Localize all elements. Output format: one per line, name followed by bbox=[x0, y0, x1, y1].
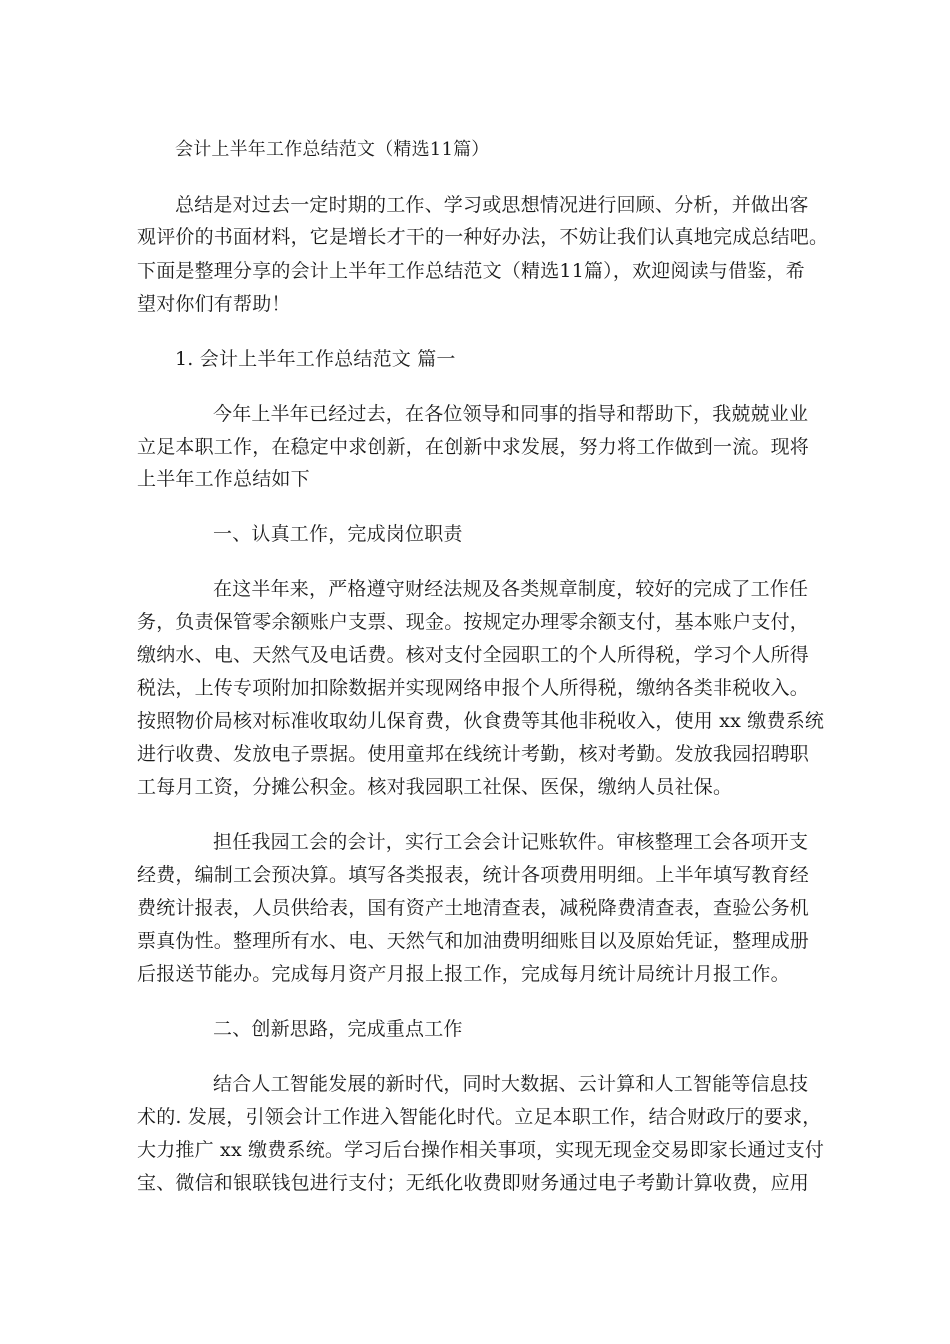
part-heading: 一、认真工作，完成岗位职责 bbox=[213, 523, 463, 545]
paragraph-line: 在这半年来，严格遵守财经法规及各类规章制度，较好的完成了工作任 bbox=[213, 578, 809, 600]
paragraph-line: 后报送节能办。完成每月资产月报上报工作，完成每月统计局统计月报工作。 bbox=[137, 963, 790, 985]
section-intro-line: 上半年工作总结如下 bbox=[137, 468, 310, 490]
paragraph-line: 务，负责保管零余额账户支票、现金。按规定办理零余额支付，基本账户支付， bbox=[137, 611, 810, 633]
document-title: 会计上半年工作总结范文（精选11篇） bbox=[175, 139, 490, 160]
paragraph-line: 结合人工智能发展的新时代，同时大数据、云计算和人工智能等信息技 bbox=[213, 1073, 809, 1095]
intro-line: 下面是整理分享的会计上半年工作总结范文（精选11篇），欢迎阅读与借鉴，希 bbox=[137, 260, 805, 282]
paragraph-line: 按照物价局核对标准收取幼儿保育费，伙食费等其他非税收入，使用 xx 缴费系统 bbox=[137, 710, 825, 732]
part-heading: 二、创新思路，完成重点工作 bbox=[213, 1018, 463, 1040]
intro-line: 总结是对过去一定时期的工作、学习或思想情况进行回顾、分析，并做出客 bbox=[175, 194, 809, 216]
paragraph-line: 缴纳水、电、天然气及电话费。核对支付全园职工的个人所得税，学习个人所得 bbox=[137, 644, 810, 666]
paragraph-line: 大力推广 xx 缴费系统。学习后台操作相关事项，实现无现金交易即家长通过支付 bbox=[137, 1139, 825, 1161]
paragraph-line: 宝、微信和银联钱包进行支付；无纸化收费即财务通过电子考勤计算收费，应用 bbox=[137, 1172, 810, 1194]
paragraph-line: 票真伪性。整理所有水、电、天然气和加油费明细账目以及原始凭证，整理成册 bbox=[137, 930, 810, 952]
paragraph-line: 费统计报表，人员供给表，国有资产土地清查表，减税降费清查表，查验公务机 bbox=[137, 897, 810, 919]
paragraph-line: 进行收费、发放电子票据。使用童邦在线统计考勤，核对考勤。发放我园招聘职 bbox=[137, 743, 810, 765]
paragraph-line: 工每月工资，分摊公积金。核对我园职工社保、医保，缴纳人员社保。 bbox=[137, 776, 733, 798]
paragraph-line: 税法，上传专项附加扣除数据并实现网络申报个人所得税，缴纳各类非税收入。 bbox=[137, 677, 810, 699]
section-heading: 1. 会计上半年工作总结范文 篇一 bbox=[175, 348, 456, 370]
paragraph-line: 术的. 发展，引领会计工作进入智能化时代。立足本职工作，结合财政厅的要求， bbox=[137, 1106, 822, 1128]
section-intro-line: 今年上半年已经过去，在各位领导和同事的指导和帮助下，我兢兢业业 bbox=[213, 403, 809, 425]
intro-line: 观评价的书面材料，它是增长才干的一种好办法，不妨让我们认真地完成总结吧。 bbox=[137, 226, 829, 248]
section-intro-line: 立足本职工作，在稳定中求创新，在创新中求发展，努力将工作做到一流。现将 bbox=[137, 436, 810, 458]
paragraph-line: 担任我园工会的会计，实行工会会计记账软件。审核整理工会各项开支 bbox=[213, 831, 809, 853]
paragraph-line: 经费，编制工会预决算。填写各类报表，统计各项费用明细。上半年填写教育经 bbox=[137, 864, 810, 886]
intro-line: 望对你们有帮助！ bbox=[137, 293, 291, 315]
